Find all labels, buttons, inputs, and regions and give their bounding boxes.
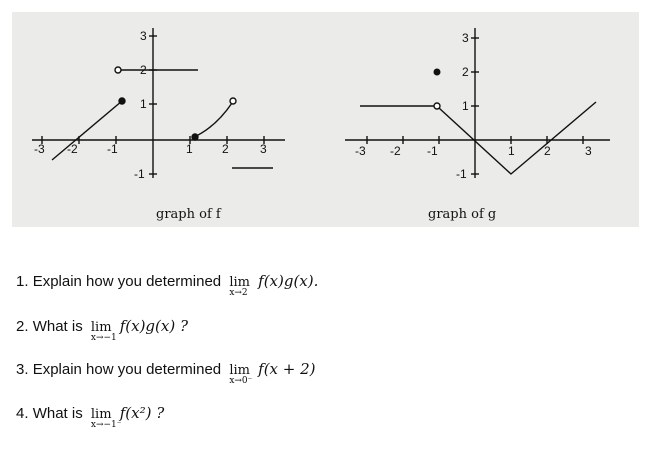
- g-ytick-2: 2: [462, 65, 469, 79]
- limit-subscript: x→−1: [90, 333, 117, 343]
- f-curve-open: [230, 98, 236, 104]
- f-ytick-1: 1: [140, 97, 147, 111]
- f-ytick-2: 2: [140, 63, 147, 77]
- g-ytick-1: 1: [462, 99, 469, 113]
- g-xtick-neg3: -3: [355, 144, 366, 158]
- g-xtick-2: 2: [544, 144, 551, 158]
- g-isolated-point: [434, 69, 440, 75]
- question-text: Explain how you determined: [32, 273, 222, 290]
- question-text: Explain how you determined: [32, 361, 222, 378]
- f-curve-filled: [192, 134, 198, 140]
- limit-subscript: x→0⁻: [229, 376, 253, 386]
- question-number: 4.: [16, 405, 29, 422]
- limit-expression: f(x²) ?: [119, 404, 165, 422]
- question-2: [16, 317, 188, 343]
- question-1: [16, 272, 319, 298]
- g-xtick-neg1: -1: [427, 144, 438, 158]
- limit-subscript: x→2: [229, 288, 248, 298]
- f-xtick-2: 2: [222, 142, 229, 156]
- limit-notation: [229, 361, 253, 386]
- f-ytick-3: 3: [140, 29, 147, 43]
- g-xtick-neg2: -2: [390, 144, 401, 158]
- f-open-point: [115, 67, 121, 73]
- f-filled-point: [119, 98, 125, 104]
- f-tick-labels: [34, 29, 267, 181]
- limit-notation: [90, 318, 117, 343]
- limit-subscript: x→−1⁻: [90, 420, 122, 430]
- limit-notation: [90, 405, 122, 430]
- limit-expression: f(x + 2): [258, 360, 316, 378]
- g-xtick-3: 3: [585, 144, 592, 158]
- graph-g-caption: graph of g: [428, 207, 497, 222]
- f-xtick-1: 1: [186, 142, 193, 156]
- limit-word: lim: [90, 320, 112, 335]
- limit-word: lim: [90, 407, 112, 422]
- f-xtick-neg1: -1: [107, 142, 118, 156]
- limit-expression: f(x)g(x) ?: [119, 317, 188, 335]
- question-number: 1.: [16, 273, 29, 290]
- g-ytick-3: 3: [462, 31, 469, 45]
- limit-word: lim: [229, 275, 250, 290]
- g-xtick-1: 1: [508, 144, 515, 158]
- limit-word: lim: [229, 363, 250, 378]
- question-text: What is: [32, 405, 83, 422]
- limit-expression: f(x)g(x).: [258, 272, 319, 290]
- g-ytick-neg1: -1: [456, 167, 467, 181]
- f-xtick-3: 3: [260, 142, 267, 156]
- graph-f-caption: graph of f: [156, 207, 221, 222]
- f-xtick-neg3: -3: [34, 142, 45, 156]
- limit-notation: [229, 273, 250, 298]
- f-xtick-neg2: -2: [67, 142, 78, 156]
- f-ytick-neg1: -1: [134, 167, 145, 181]
- graph-g: [345, 28, 610, 178]
- question-4: [16, 404, 165, 430]
- f-curve: [192, 103, 232, 138]
- question-number: 3.: [16, 361, 29, 378]
- question-text: What is: [32, 318, 83, 335]
- question-3: [16, 360, 316, 386]
- question-number: 2.: [16, 318, 29, 335]
